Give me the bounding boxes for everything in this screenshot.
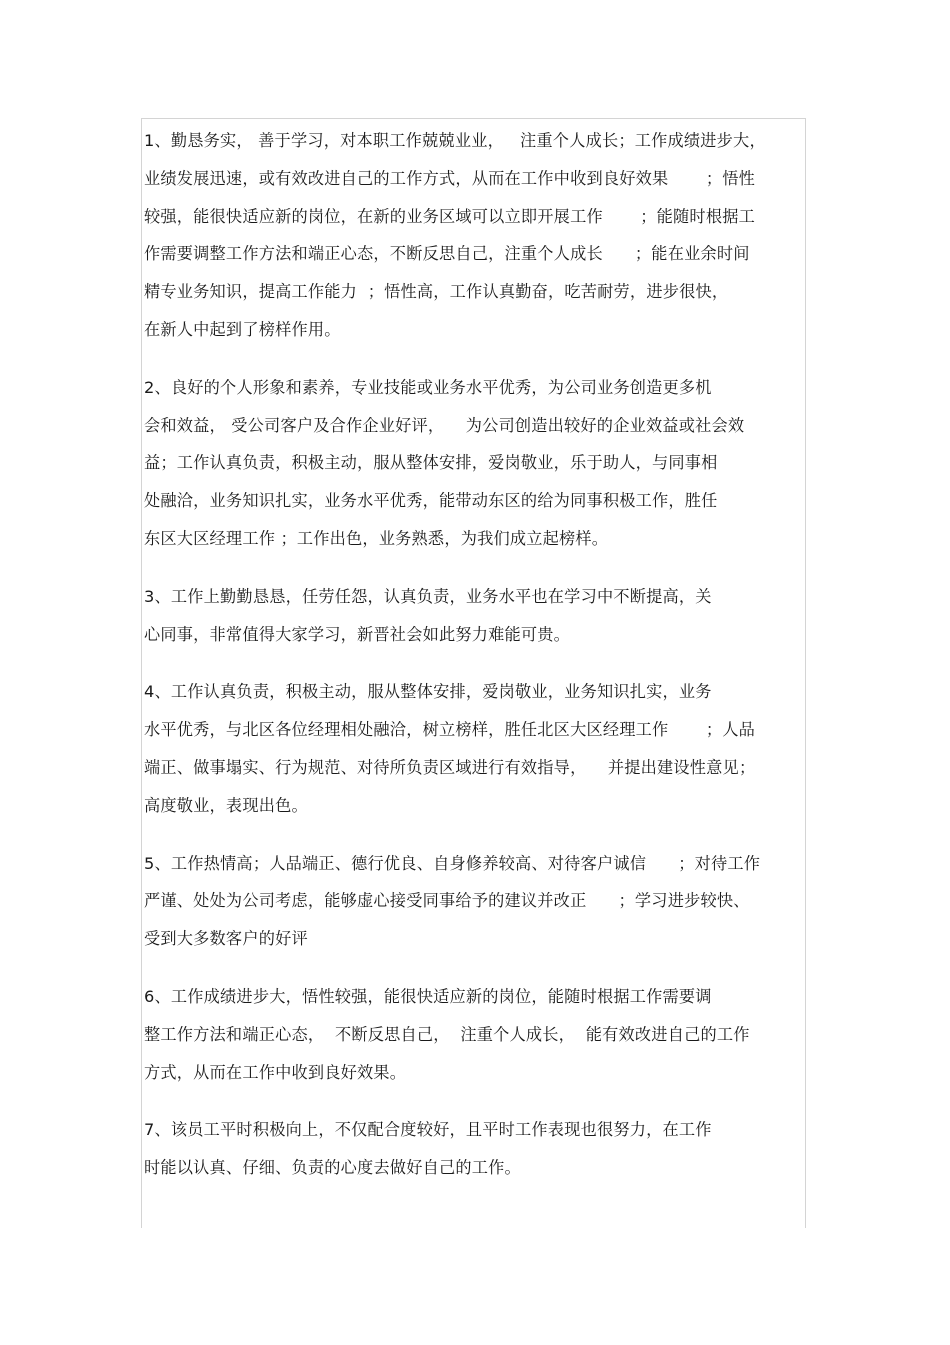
text-line: 方式，从而在工作中收到良好效果。 [144, 1062, 407, 1082]
text-line: 较强，能很快适应新的岗位，在新的业务区域可以立即开展工作 ；能随时根据工 [144, 206, 755, 226]
text-line: 严谨、处处为公司考虑，能够虚心接受同事给予的建议并改正 ；学习进步较快、 [144, 891, 750, 911]
text-line: 业绩发展迅速，或有效改进自己的工作方式，从而在工作中收到良好效果 ；悟性 [144, 168, 755, 188]
document-body [144, 122, 808, 1207]
text-line: 6、工作成绩进步大，悟性较强，能很快适应新的岗位，能随时根据工作需要调 [144, 986, 712, 1006]
text-line: 作需要调整工作方法和端正心态，不断反思自己，注重个人成长 ；能在业余时间 [144, 244, 750, 264]
paragraph-4 [144, 673, 808, 824]
text-line: 整工作方法和端正心态， 不断反思自己， 注重个人成长， 能有效改进自己的工作 [144, 1024, 750, 1044]
text-line: 5、工作热情高；人品端正、德行优良、自身修养较高、对待客户诚信 ；对待工作 [144, 853, 761, 873]
text-line: 东区大区经理工作 ；工作出色，业务熟悉，为我们成立起榜样。 [144, 528, 609, 548]
text-line: 水平优秀，与北区各位经理相处融洽，树立榜样，胜任北区大区经理工作 ；人品 [144, 720, 755, 740]
text-line: 高度敬业，表现出色。 [144, 795, 308, 815]
paragraph-2 [144, 369, 808, 558]
text-line: 4、工作认真负责，积极主动，服从整体安排，爱岗敬业，业务知识扎实，业务 [144, 682, 712, 702]
text-line: 心同事，非常值得大家学习，新晋社会如此努力难能可贵。 [144, 624, 571, 644]
text-line: 时能以认真、仔细、负责的心度去做好自己的工作。 [144, 1158, 521, 1178]
text-line: 处融洽，业务知识扎实，业务水平优秀，能带动东区的给为同事积极工作，胜任 [144, 491, 718, 511]
paragraph-5 [144, 845, 808, 958]
text-line: 在新人中起到了榜样作用。 [144, 319, 341, 339]
paragraph-3 [144, 578, 808, 654]
text-line: 端正、做事塌实、行为规范、对待所负责区域进行有效指导， 并提出建设性意见； [144, 757, 756, 777]
paragraph-6 [144, 978, 808, 1091]
text-line: 3、工作上勤勤恳恳，任劳任怨，认真负责，业务水平也在学习中不断提高，关 [144, 586, 712, 606]
paragraph-7 [144, 1111, 808, 1187]
text-line: 2、良好的个人形象和素养，专业技能或业务水平优秀，为公司业务创造更多机 [144, 377, 712, 397]
text-line: 受到大多数客户的好评 [144, 929, 308, 949]
paragraph-1 [144, 122, 808, 349]
text-line: 7、该员工平时积极向上，不仅配合度较好，且平时工作表现也很努力，在工作 [144, 1120, 712, 1140]
text-line: 益；工作认真负责，积极主动，服从整体安排，爱岗敬业，乐于助人，与同事相 [144, 453, 718, 473]
text-line: 精专业务知识，提高工作能力 ；悟性高，工作认真勤奋，吃苦耐劳，进步很快， [144, 282, 729, 302]
text-line: 1、勤恳务实， 善于学习，对本职工作兢兢业业， 注重个人成长；工作成绩进步大， [144, 131, 766, 150]
text-line: 会和效益， 受公司客户及合作企业好评， 为公司创造出较好的企业效益或社会效 [144, 415, 745, 435]
